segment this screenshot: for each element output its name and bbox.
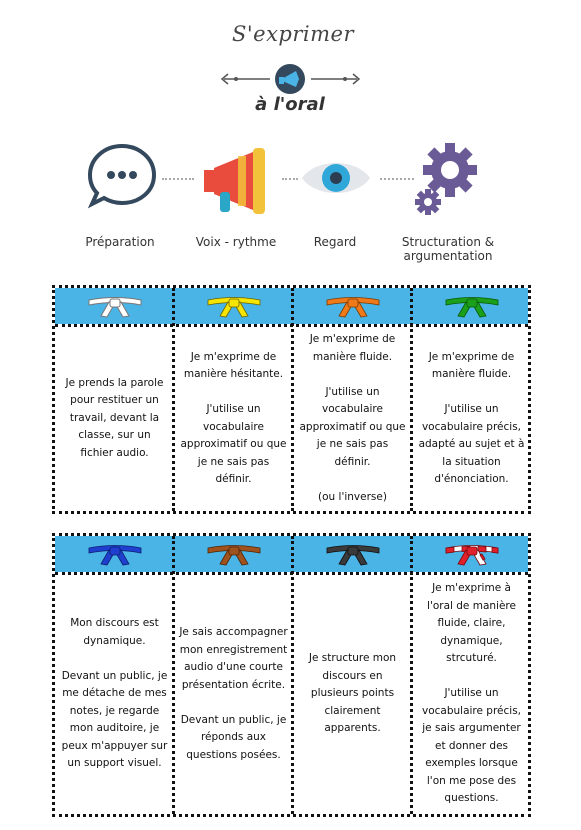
yellow-belt-icon (206, 296, 262, 318)
step-voix (198, 140, 278, 216)
step-label-structuration: Structuration & argumentation (401, 235, 495, 263)
step-structuration (414, 140, 482, 220)
red-white-belt-icon (444, 544, 500, 566)
title-line-1: S'exprimer (232, 22, 355, 46)
eye-icon (300, 140, 372, 210)
title-ornament (218, 62, 363, 96)
level-description: Je m'exprime à l'oral de manière fluide, claire, dynamique, strcuturé. J'utilise un vocabulaire précis, je sais argumenter et donner des exemples lorsque l'on me pose des questions. (421, 582, 522, 805)
belt-column-red-white (412, 536, 531, 814)
megaphone-icon (275, 64, 305, 94)
black-belt-icon (325, 544, 381, 566)
step-connector (162, 178, 194, 180)
orange-belt-icon (325, 296, 381, 318)
belt-column-yellow (174, 288, 293, 511)
megaphone-icon (198, 140, 278, 216)
level-description: Je sais accompagner mon enregistrement audio d'une courte présentation écrite. Devant un public, je réponds aux questions posées. (179, 626, 288, 761)
level-description: Mon discours est dynamique. Devant un public, je me détache de mes notes, je regarde mon auditoire, je peux m'appuyer sur un support visuel. (61, 617, 168, 770)
level-description: Je structure mon discours en plusieurs points clairement apparents. (308, 652, 397, 735)
level-description: Je prends la parole pour restituer un travail, devant la classe, sur un fichier audio. (65, 376, 164, 459)
belt-column-orange (293, 288, 412, 511)
step-label-voix: Voix - rythme (195, 235, 277, 249)
step-connector (282, 178, 298, 180)
level-description: Je m'exprime de manière fluide. J'utilise un vocabulaire approximatif ou que je ne sais pas définir. (ou l'inverse) (299, 333, 406, 503)
level-description: Je m'exprime de manière hésitante. J'utilise un vocabulaire approximatif ou que je ne sais pas définir. (180, 350, 287, 485)
belt-table-2 (52, 533, 531, 817)
brown-belt-icon (206, 544, 262, 566)
step-label-regard: Regard (313, 235, 357, 249)
belt-column-brown (174, 536, 293, 814)
belt-column-white (55, 288, 174, 511)
step-preparation (84, 140, 160, 210)
belt-column-green (412, 288, 531, 511)
gears-icon (414, 140, 482, 220)
blue-belt-icon (87, 544, 143, 566)
belt-column-blue (55, 536, 174, 814)
speech-bubble-icon (84, 140, 160, 210)
green-belt-icon (444, 296, 500, 318)
title-line-2: à l'oral (255, 94, 325, 115)
step-label-preparation: Préparation (85, 235, 155, 249)
belt-column-black (293, 536, 412, 814)
step-regard (300, 140, 372, 210)
belt-table-1 (52, 285, 531, 514)
step-connector (380, 178, 414, 180)
white-belt-icon (87, 296, 143, 318)
level-description: Je m'exprime de manière fluide. J'utilise un vocabulaire précis, adapté au sujet et à la situation d'énonciation. (418, 350, 525, 485)
